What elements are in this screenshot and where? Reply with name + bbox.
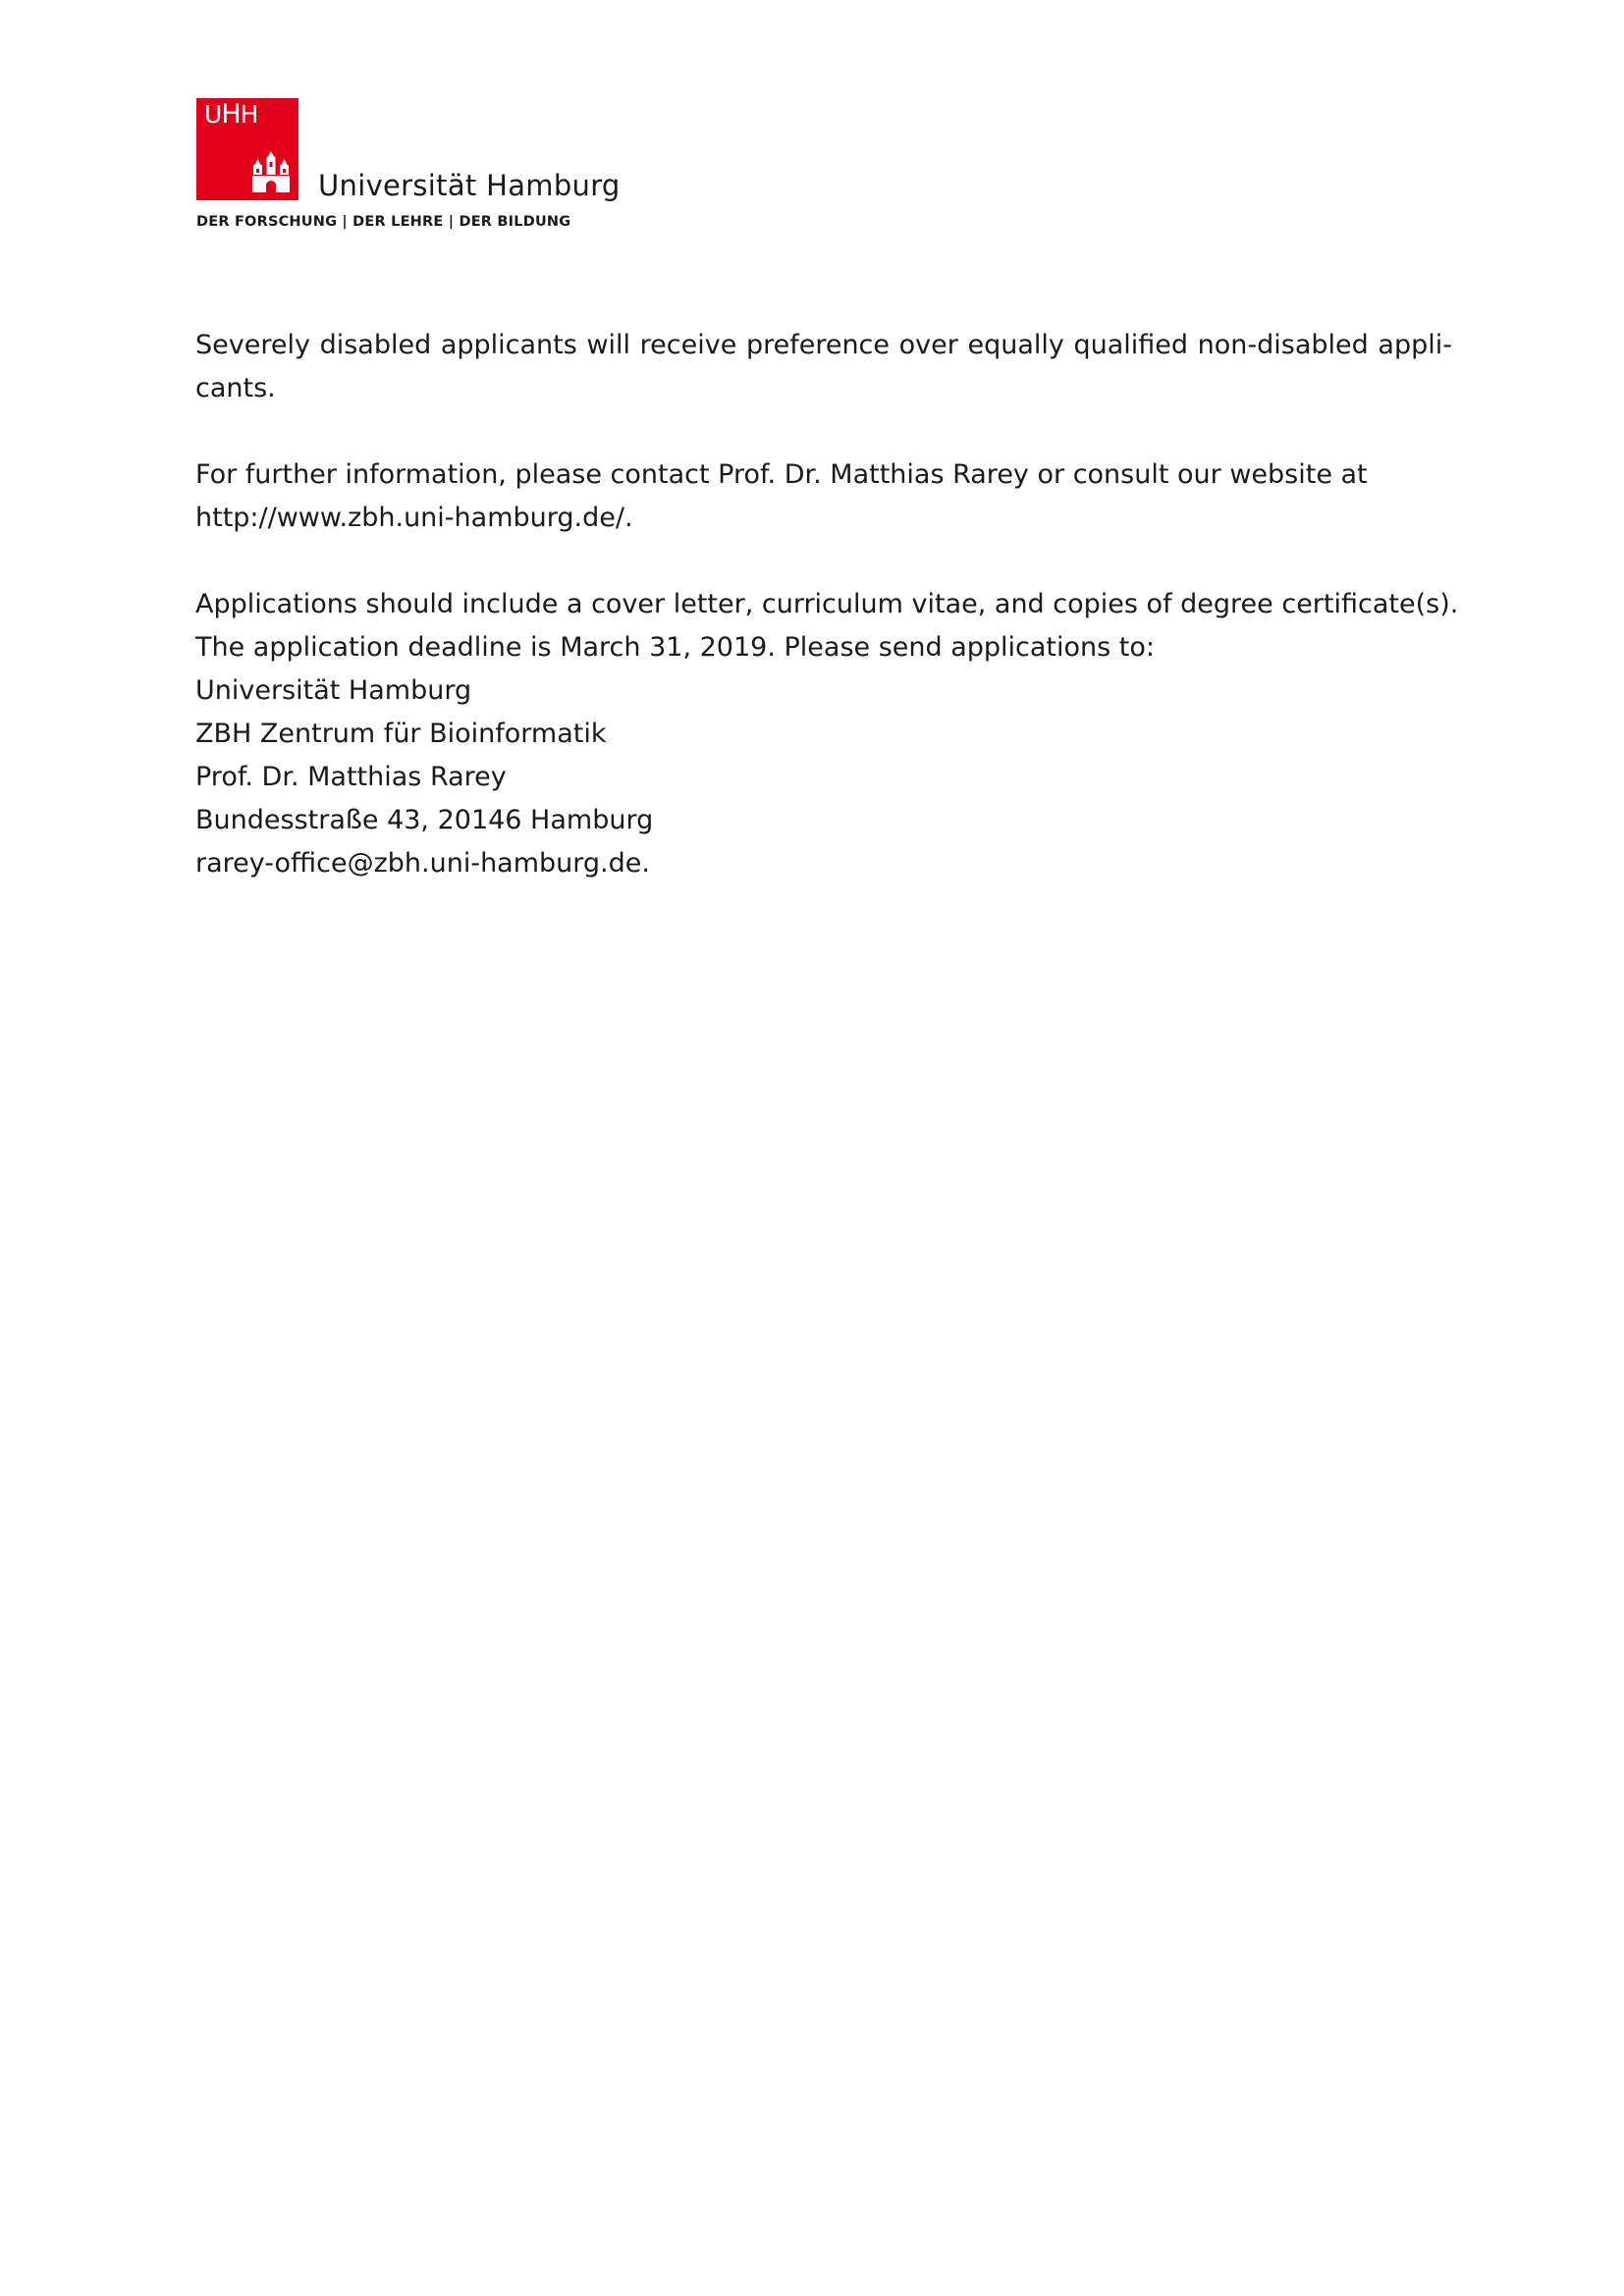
castle-icon <box>252 151 290 192</box>
university-name: Universität Hamburg <box>318 169 621 202</box>
university-logo <box>196 98 619 236</box>
website-link[interactable]: http://www.zbh.uni-hamburg.de/. <box>195 503 633 533</box>
text-line: The application deadline is March 31, 2019. Please send applications to: <box>195 632 1155 663</box>
address-line-department: ZBH Zentrum für Bioinformatik <box>195 719 607 749</box>
text-line: cants. <box>195 373 276 403</box>
text-line: Severely disabled applicants will receive preference over equally qualified non-disabled appli- <box>195 330 1452 360</box>
email-link[interactable]: rarey-office@zbh.uni-hamburg.de. <box>195 848 650 879</box>
address-line-contact: Prof. Dr. Matthias Rarey <box>195 762 507 792</box>
university-tagline: DER FORSCHUNG | DER LEHRE | DER BILDUNG <box>196 214 571 230</box>
address-line-institution: Universität Hamburg <box>195 675 472 706</box>
paragraph-further-information <box>195 454 1452 540</box>
paragraph-disability-preference <box>195 324 1452 410</box>
logo-mark <box>196 98 298 200</box>
document-body <box>195 324 1459 929</box>
address-line-street: Bundesstraße 43, 20146 Hamburg <box>195 805 654 835</box>
text-line: Applications should include a cover letter, curriculum vitae, and copies of degree certificate(s). <box>195 589 1459 619</box>
text-line: For further information, please contact Prof. Dr. Matthias Rarey or consult our website at <box>195 459 1368 490</box>
paragraph-application-instructions <box>195 583 1459 885</box>
logo-letters: UHH <box>204 99 258 130</box>
